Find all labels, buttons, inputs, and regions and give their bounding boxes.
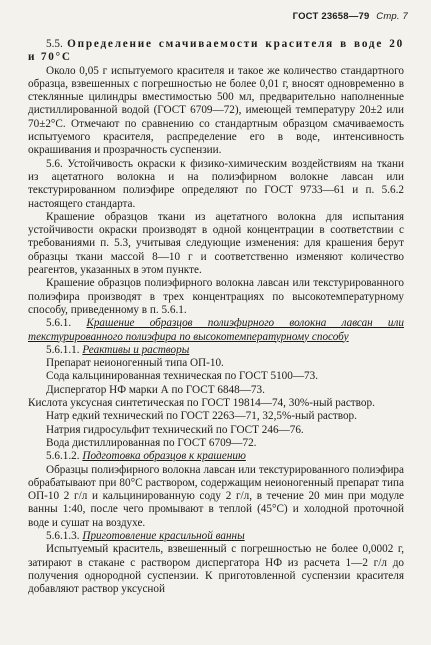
paragraph: 5.6. Устойчивость окраски к физико-химическим воздействиям на ткани из ацетатного волокна и на полиэфирном волокне лавсан или текстурированном полиэфире определяют по ГОСТ 9733—61 и п. 5.6.2 настоящего стандарта. xyxy=(28,157,404,210)
section-title: Приготовление красильной ванны xyxy=(82,529,245,542)
paragraph: Крашение образцов полиэфирного волокна лавсан или текстурированного полиэфира производят в трех концентрациях по высокотемпературному способу, приведенному в п. 5.6.1. xyxy=(28,277,404,316)
paragraph: Около 0,05 г испытуемого красителя и такое же количество стандартного образца, взвешенных с погрешностью не более 0,01 г, вносят одновременно в стеклянные цилиндры вместимостью 500 мл, предварительно наполненные дистиллированной водой (ГОСТ 6709—72), имеющей температуру 20±2 или 70±2°С. Отмечают по сравнению со стандартным образцом смачиваемость испытуемого красителя, распределение его в воде, интенсивность окрашивания и прозрачность суспензии. xyxy=(28,64,404,157)
paragraph: Испытуемый краситель, взвешенный с погрешностью не более 0,0002 г, затирают в стакане с раствором диспергатора НФ из расчета 1—2 г/л до получения однородной суспензии. К приготовленной суспензии красителя добавляют раствор уксусной xyxy=(28,543,404,596)
section-number: 5.6.1.2. xyxy=(46,450,80,463)
list-item: Препарат неионогенный типа ОП-10. xyxy=(46,357,224,370)
paragraph: Образцы полиэфирного волокна лавсан или текстурированного полиэфира обрабатывают при 80°С раствором, содержащим неионогенный препарат типа ОП-10 2 г/л и кальцинированную соду 2 г/л, в течение 20 мин при модуле ванны 1:40, после чего промывают в теплой (45°С) и холодной проточной воде и сушат на воздухе. xyxy=(28,463,404,529)
section-title: Крашение образцов полиэфирного волокна лавсан или текстурированного полиэфира по высокотемпературному способу xyxy=(28,317,404,343)
list-item: Диспергатор НФ марки А по ГОСТ 6848—73. xyxy=(46,383,265,396)
section-5-6-1-3-heading xyxy=(28,530,404,543)
page-number: Стр. 7 xyxy=(376,11,408,22)
page-header xyxy=(293,11,408,22)
list-item: Натрия гидросульфит технический по ГОСТ 246—76. xyxy=(46,423,304,436)
section-title: Подготовка образцов к крашению xyxy=(82,450,246,463)
list-item: Кислота уксусная синтетическая по ГОСТ 19814—74, 30%-ный раствор. xyxy=(28,397,375,410)
document-body xyxy=(28,38,404,596)
list-item: Сода кальцинированная техническая по ГОСТ 5100—73. xyxy=(46,370,319,383)
paragraph: Крашение образцов ткани из ацетатного волокна для испытания устойчивости окраски производят в одной концентрации в соответствии с требованиями п. 5.3, учитывая следующие изменения: для крашения берут образцы ткани массой 8—10 г и соответственно изменяют количество реагентов, указанных в этом пункте. xyxy=(28,210,404,277)
section-number: 5.6.1.3. xyxy=(46,529,80,542)
standard-number: ГОСТ 23658—79 xyxy=(292,11,370,22)
list-item: Вода дистиллированная по ГОСТ 6709—72. xyxy=(46,436,257,449)
section-5-6-1-heading xyxy=(28,317,404,344)
list-item: Натр едкий технический по ГОСТ 2263—71, 32,5%-ный раствор. xyxy=(46,410,357,423)
section-number: 5.5. xyxy=(46,38,63,50)
section-5-6-1-2-heading xyxy=(28,450,404,463)
section-5-6-1-1-heading xyxy=(28,344,404,357)
section-number: 5.6.1. xyxy=(46,317,72,330)
section-number: 5.6.1.1. xyxy=(46,343,80,356)
section-5-5-heading xyxy=(28,38,404,65)
section-title: Определение смачиваемости красителя в воде 20 и 70°С xyxy=(28,38,404,64)
section-title: Реактивы и растворы xyxy=(82,343,190,356)
